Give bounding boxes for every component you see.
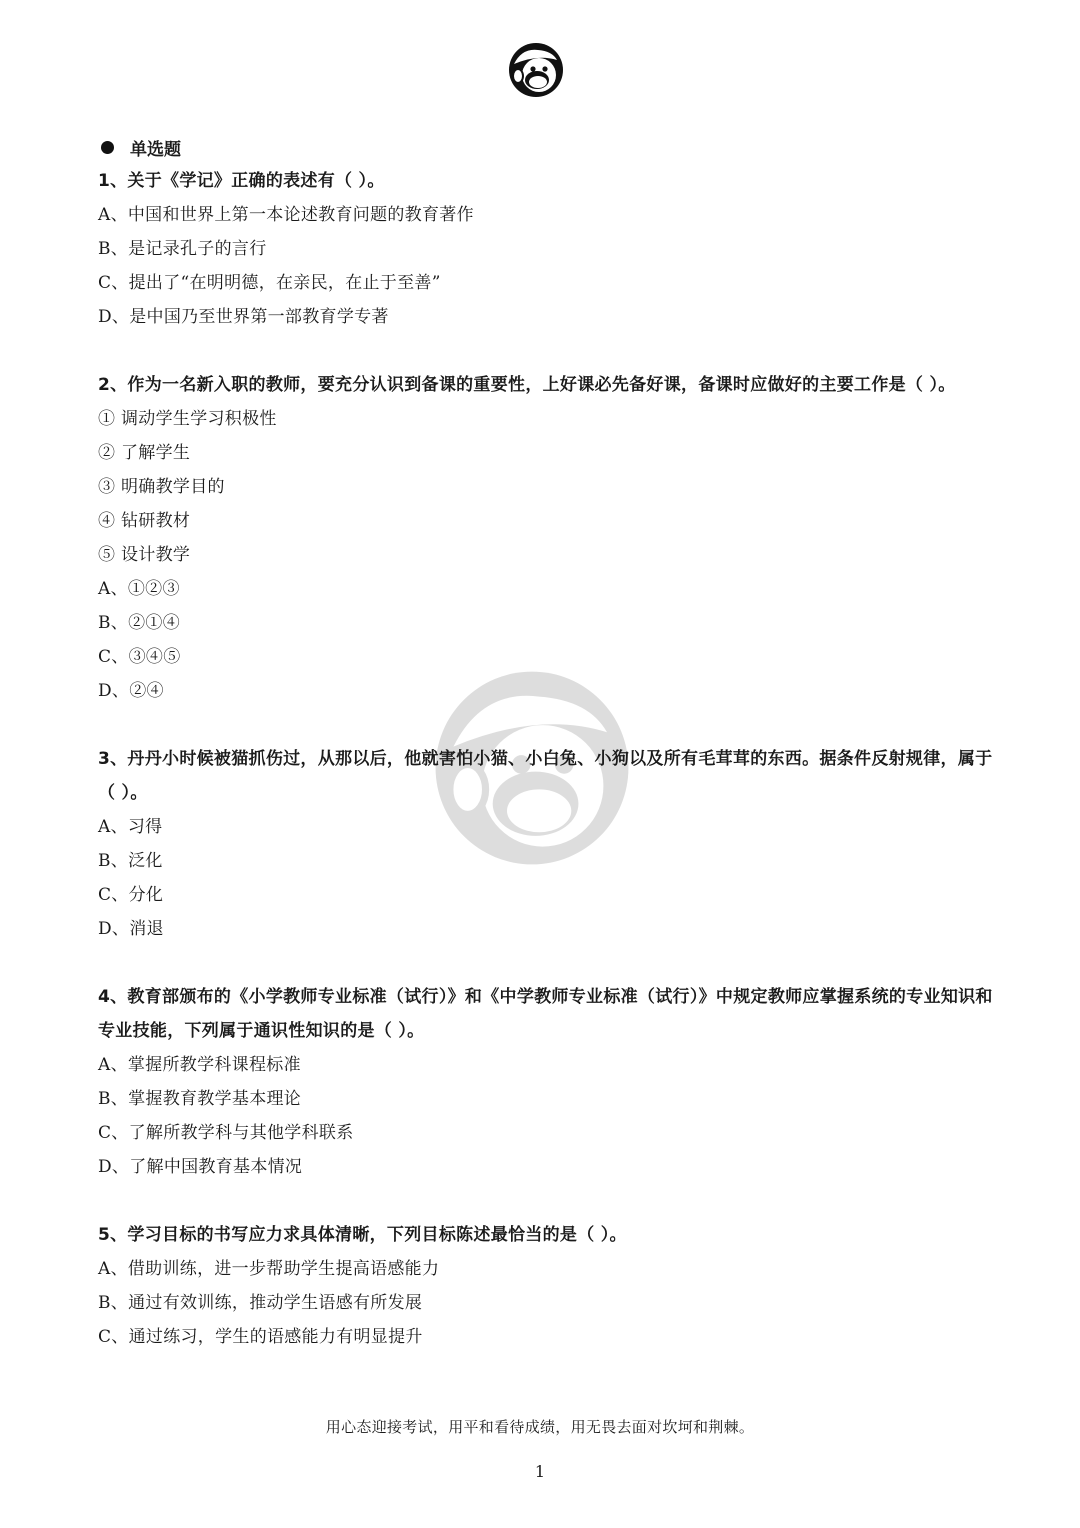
question-stem: 4、教育部颁布的《小学教师专业标准（试行）》和《中学教师专业标准（试行）》中规定教师应掌握系统的专业知识和专业技能，下列属于通识性知识的是（ ）。 xyxy=(98,987,993,1041)
answer-option: A、掌握所教学科课程标准 xyxy=(98,1055,301,1075)
question-stem: 2、作为一名新入职的教师，要充分认识到备课的重要性，上好课必先备好课，备课时应做好的主要工作是（ ）。 xyxy=(98,375,956,395)
page-number: 1 xyxy=(534,1462,546,1481)
answer-option: A、①②③ xyxy=(98,579,180,599)
answer-option: A、习得 xyxy=(98,817,163,837)
answer-option: ④ 钻研教材 xyxy=(98,511,191,531)
question-5 xyxy=(98,1218,998,1354)
answer-option: A、借助训练，进一步帮助学生提高语感能力 xyxy=(98,1259,440,1279)
answer-option: C、③④⑤ xyxy=(98,647,181,667)
answer-option: C、通过练习，学生的语感能力有明显提升 xyxy=(98,1327,423,1347)
answer-option: B、是记录孔子的言行 xyxy=(98,239,267,259)
question-4 xyxy=(98,980,998,1184)
question-stem: 1、关于《学记》正确的表述有（ ）。 xyxy=(98,171,385,191)
question-3 xyxy=(98,742,998,946)
answer-option: D、消退 xyxy=(98,919,164,939)
answer-option: D、②④ xyxy=(98,681,164,701)
answer-option: D、了解中国教育基本情况 xyxy=(98,1157,303,1177)
question-list xyxy=(98,164,998,1354)
question-1 xyxy=(98,164,998,334)
answer-option: C、提出了“在明明德，在亲民，在止于至善” xyxy=(98,273,441,293)
section-title: 单选题 xyxy=(130,139,181,160)
answer-option: B、掌握教育教学基本理论 xyxy=(98,1089,302,1109)
answer-option: ② 了解学生 xyxy=(98,443,191,463)
exam-content xyxy=(98,130,998,1354)
answer-option: ① 调动学生学习积极性 xyxy=(98,409,277,429)
answer-option: D、是中国乃至世界第一部教育学专著 xyxy=(98,307,389,327)
question-stem: 5、学习目标的书写应力求具体清晰，下列目标陈述最恰当的是（ ）。 xyxy=(98,1225,627,1245)
section-heading xyxy=(98,130,998,164)
answer-option: C、了解所教学科与其他学科联系 xyxy=(98,1123,354,1143)
answer-option: ③ 明确教学目的 xyxy=(98,477,225,497)
footer-motto: 用心态迎接考试，用平和看待成绩，用无畏去面对坎坷和荆棘。 xyxy=(325,1418,755,1436)
answer-option: B、泛化 xyxy=(98,851,163,871)
answer-option: ⑤ 设计教学 xyxy=(98,545,191,565)
bullet-icon xyxy=(101,141,114,154)
monkey-mascot-icon xyxy=(508,42,564,98)
answer-option: B、②①④ xyxy=(98,613,180,633)
answer-option: A、中国和世界上第一本论述教育问题的教育著作 xyxy=(98,205,474,225)
answer-option: B、通过有效训练，推动学生语感有所发展 xyxy=(98,1293,423,1313)
answer-option: C、分化 xyxy=(98,885,164,905)
question-2 xyxy=(98,368,998,708)
question-stem: 3、丹丹小时候被猫抓伤过，从那以后，他就害怕小猫、小白兔、小狗以及所有毛茸茸的东西。据条件反射规律，属于（ ）。 xyxy=(98,749,993,803)
